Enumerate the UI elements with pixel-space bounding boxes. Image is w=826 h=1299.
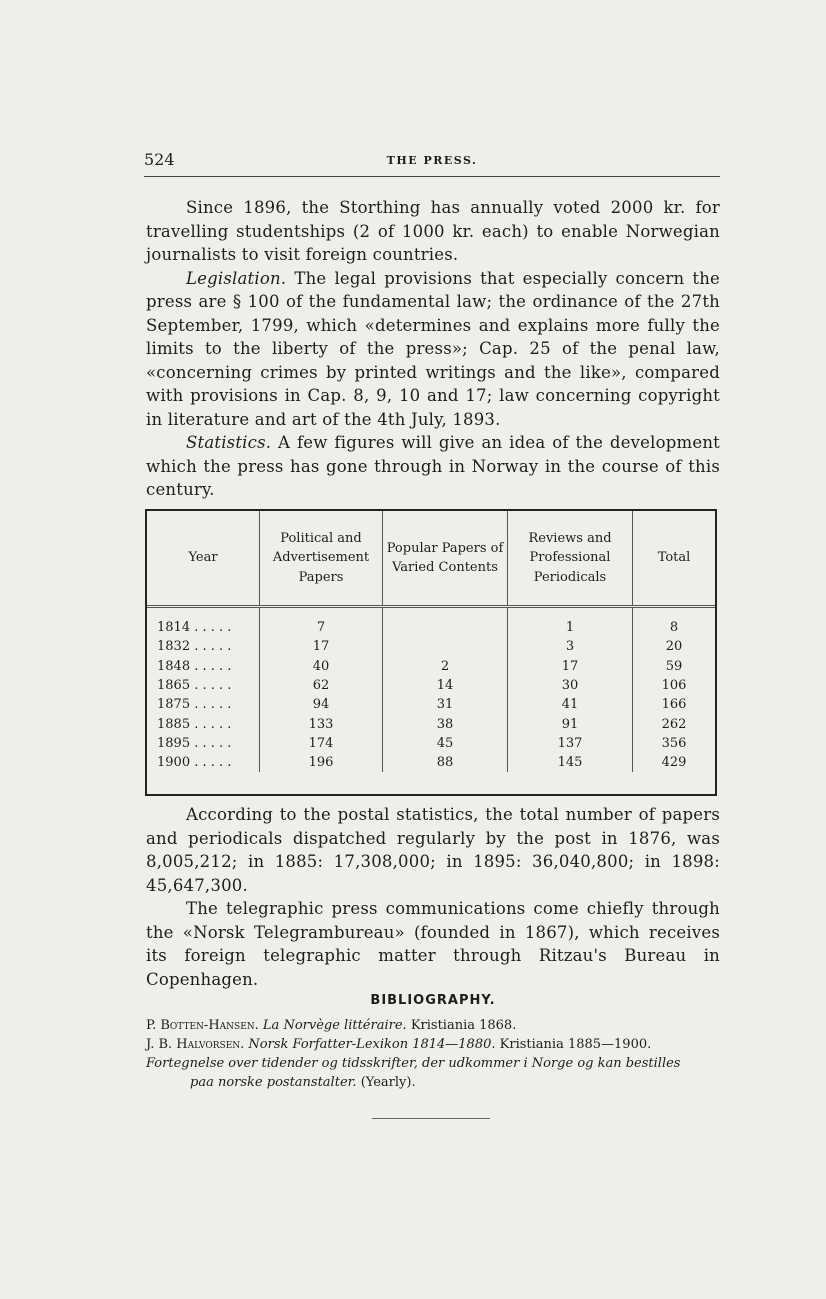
entry-publication: (Yearly). [360,1075,416,1090]
cell-popular: 38 [383,714,508,733]
cell-reviews: 91 [508,714,633,733]
bibliography-entry [146,1035,720,1054]
cell-total: 166 [633,695,716,714]
header-year: Year [188,550,218,566]
paragraph-statistics [146,431,720,502]
entry-title: Fortegnelse over tidender og tidsskrifter, der udkommer i Norge og kan bestilles [146,1056,681,1071]
page-header [144,148,720,177]
table-row [147,637,715,656]
entry-title-continued: paa norske postanstalter. [190,1075,357,1090]
cell-year: 1848 . . . . . [157,658,232,674]
cell-reviews: 17 [508,657,633,676]
paragraph-legislation [146,267,720,432]
cell-total: 262 [633,714,716,733]
cell-total: 106 [633,676,716,695]
cell-popular: 14 [383,676,508,695]
paragraph-telegraphic: The telegraphic press communications come chiefly through the «Norsk Telegrambureau» (founded in 1867), which receives its foreign telegraphic matter through Ritzau's Bureau in Copenhagen. [146,899,720,989]
running-title: THE PRESS. [386,154,478,167]
legislation-heading: Legislation. [186,268,287,288]
cell-popular: 2 [383,657,508,676]
cell-year: 1895 . . . . . [157,735,232,751]
table-row [147,714,715,733]
table-body [147,607,715,773]
cell-reviews: 41 [508,695,633,714]
cell-year: 1875 . . . . . [157,697,232,713]
cell-year: 1865 . . . . . [157,678,232,694]
cell-year: 1814 . . . . . [157,620,232,636]
header-total: Total [633,511,716,607]
cell-reviews: 145 [508,753,633,772]
entry-publication: Kristiania 1868. [410,1018,517,1033]
press-statistics-table [145,509,717,796]
cell-popular [383,607,508,638]
cell-political: 94 [260,695,383,714]
entry-title: Norsk Forfatter-Lexikon 1814—1880. [248,1037,496,1052]
closing-rule [372,1118,490,1119]
entry-publication: Kristiania 1885—1900. [499,1037,652,1052]
paragraph-postal: According to the postal statistics, the total number of papers and periodicals dispatched regularly by the post in 1876, was 8,005,212; in 1885: 17,308,000; in 1895: 36,040,800; in 1898: 45,647,300. [146,805,720,895]
bibliography-heading: BIBLIOGRAPHY. [370,993,496,1008]
bibliography-entry [146,1054,720,1073]
cell-reviews: 1 [508,607,633,638]
cell-political: 62 [260,676,383,695]
entry-author: J. B. Halvorsen. [146,1037,245,1052]
cell-popular [383,637,508,656]
cell-year: 1900 . . . . . [157,755,232,771]
table-row [147,676,715,695]
cell-year: 1832 . . . . . [157,639,232,655]
cell-total: 59 [633,657,716,676]
cell-total: 429 [633,753,716,772]
legislation-text: The legal provisions that especially concern the press are § 100 of the fundamental law; the ordinance of the 27th September, 1799, which «determines and explains more fully the limits to the liberty of the press»; Cap. 25 of the penal law, «concerning crimes by printed writings and the like», compared with provisions in Cap. 8, 9, 10 and 17; law concerning copyright in literature and art of the 4th July, 1893. [146,268,720,429]
header-political: Political and Advertisement Papers [260,511,383,607]
cell-political: 196 [260,753,383,772]
cell-total: 356 [633,734,716,753]
table-header-row [147,511,715,607]
table-row [147,657,715,676]
page-number: 524 [144,150,175,169]
cell-political: 17 [260,637,383,656]
entry-author: P. Botten-Hansen. [146,1018,259,1033]
bibliography-list [146,1016,720,1092]
cell-political: 40 [260,657,383,676]
body-text-lower [146,803,720,991]
bibliography-entry [146,1016,720,1035]
body-text-upper [146,196,720,502]
bibliography-entry-continued [146,1073,720,1092]
cell-reviews: 30 [508,676,633,695]
cell-popular: 45 [383,734,508,753]
cell-political: 7 [260,607,383,638]
cell-popular: 31 [383,695,508,714]
cell-political: 133 [260,714,383,733]
header-reviews: Reviews and Professional Periodicals [508,511,633,607]
cell-reviews: 137 [508,734,633,753]
cell-political: 174 [260,734,383,753]
statistics-text: A few figures will give an idea of the development which the press has gone through in Norway in the course of this century. [146,433,720,499]
cell-total: 20 [633,637,716,656]
cell-reviews: 3 [508,637,633,656]
table-row [147,734,715,753]
statistics-heading: Statistics. [186,433,272,452]
header-popular: Popular Papers of Varied Contents [383,511,508,607]
paragraph-studentships: Since 1896, the Storthing has annually voted 2000 kr. for travelling studentships (2 of 1000 kr. each) to enable Norwegian journalists to visit foreign countries. [146,198,720,264]
table-row [147,607,715,638]
table-row [147,753,715,772]
cell-popular: 88 [383,753,508,772]
cell-total: 8 [633,607,716,638]
cell-year: 1885 . . . . . [157,716,232,732]
table-row [147,695,715,714]
entry-title: La Norvège littéraire. [262,1018,407,1033]
